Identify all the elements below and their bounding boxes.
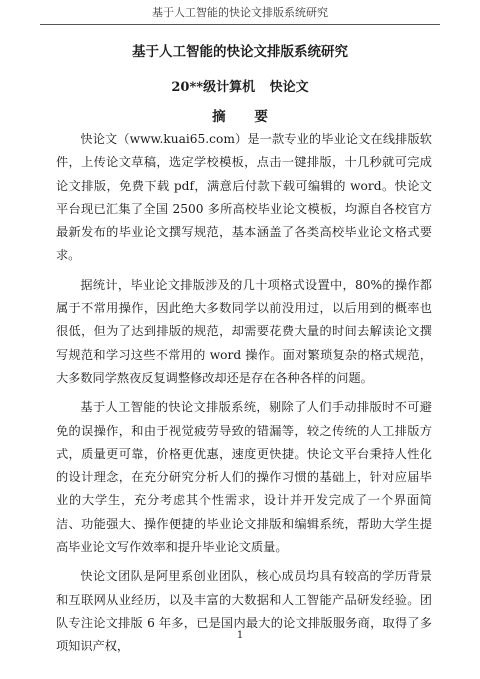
author-line: 20**级计算机 快论文 xyxy=(171,80,309,95)
abstract-heading: 摘 要 xyxy=(212,109,280,125)
abstract-paragraph: 基于人工智能的快论文排版系统，剔除了人们手动排版时不可避免的误操作，和由于视觉疲劳导致的错漏等，较之传统的人工排版方式，质量更可靠，价格更优惠，速度更快捷。快论文平台秉持人性化的设计理念，在充分研究分析人们的操作习惯的基础上，针对应届毕业的大学生，充分考虑其个性需求，设计并开发完成了一个界面简洁、功能强大、操作便捷的毕业论文排版和编辑系统，帮助大学生提高毕业论文写作效率和提升毕业论文质量。 xyxy=(56,400,432,555)
abstract-paragraph: 快论文团队是阿里系创业团队，核心成员均具有较高的学历背景和互联网从业经历，以及丰富的大数据和人工智能产品研发经验。团队专注论文排版 6 年多，已是国内最大的论文排版服务商，取得了多项知识产权， xyxy=(56,569,432,654)
paper-title: 基于人工智能的快论文排版系统研究 xyxy=(132,44,348,60)
page-number: 1 xyxy=(236,630,244,641)
running-header: 基于人工智能的快论文排版系统研究 xyxy=(40,4,440,25)
abstract-paragraph: 据统计，毕业论文排版涉及的几十项格式设置中，80%的操作都属于不常用操作，因此绝大多数同学以前没用过，以后用到的概率也很低，但为了达到排版的规范，却需要花费大量的时间去解读论文撰写规范和学习这些不常用的 word 操作。面对繁琐复杂的格式规范，大多数同学熬夜反复调整修改却还是存在各种各样的问题。 xyxy=(56,277,432,385)
abstract-body xyxy=(56,128,432,665)
abstract-paragraph: 快论文（www.kuai65.com）是一款专业的毕业论文在线排版软件，上传论文草稿，选定学校模板，点击一键排版，十几秒就可完成论文排版，免费下载 pdf，满意后付款下载可编辑的 word。快论文平台现已汇集了全国 2500 多所高校毕业论文模板，均源自各校官方最新发布的毕业论文撰写规范，基本涵盖了各类高校毕业论文格式要求。 xyxy=(56,132,432,263)
